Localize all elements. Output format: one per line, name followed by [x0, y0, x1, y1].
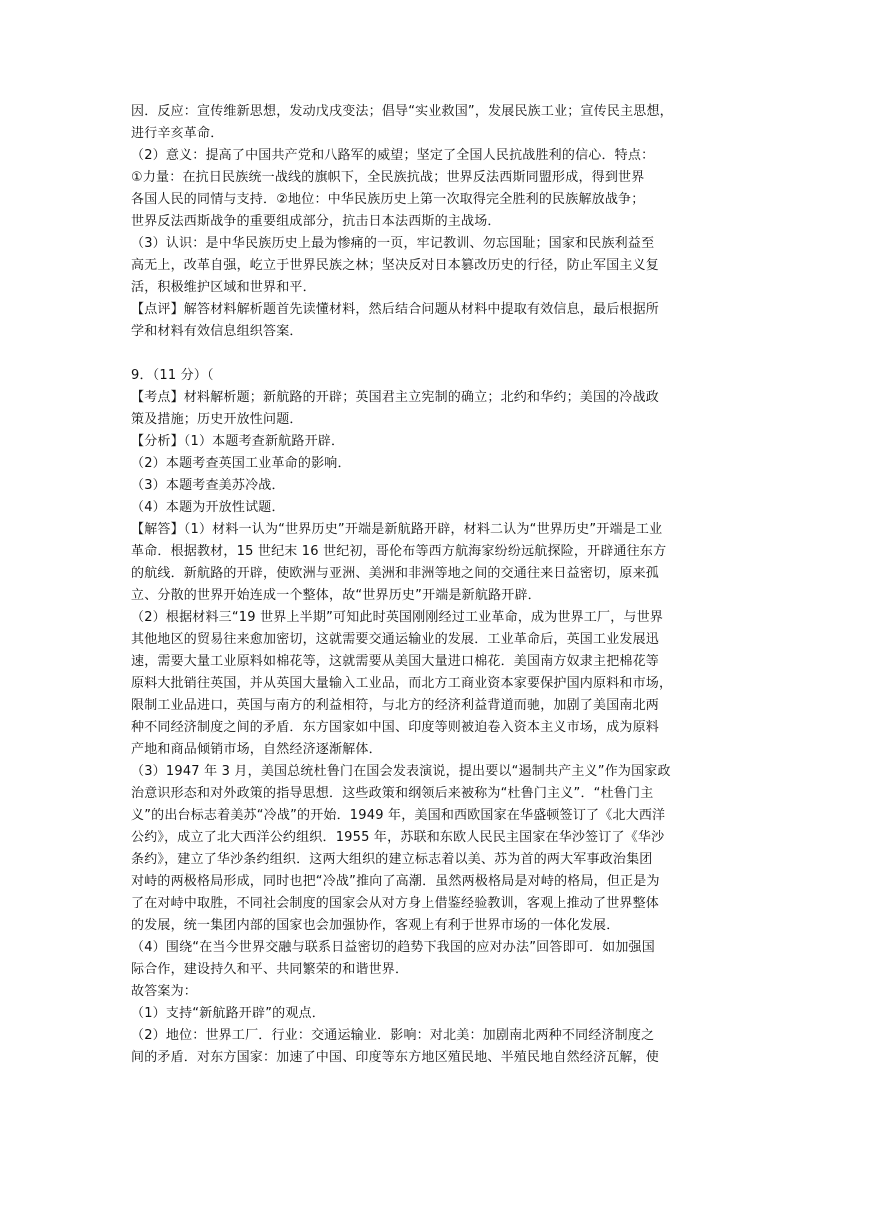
text-line: 活，积极维护区域和世界和平． — [131, 280, 316, 295]
text-line: （3）认识：是中华民族历史上最为惨痛的一页，牢记教训、勿忘国耻；国家和民族利益至 — [131, 236, 655, 251]
text-line: （4）本题为开放性试题． — [131, 500, 285, 515]
text-line: （3）本题考查美苏冷战． — [131, 478, 285, 493]
text-line: 了在对峙中取胜，不同社会制度的国家会从对方身上借鉴经验教训，客观上推动了世界整体 — [131, 896, 660, 911]
text-line: 世界反法西斯战争的重要组成部分，抗击日本法西斯的主战场． — [131, 214, 501, 229]
document-body — [131, 101, 743, 1135]
text-line: 【分析】（1）本题考查新航路开辟． — [131, 434, 345, 449]
text-line: 学和材料有效信息组织答案． — [131, 324, 303, 339]
text-line: 【考点】材料解析题；新航路的开辟；英国君主立宪制的确立；北约和华约；美国的冷战政 — [131, 390, 660, 405]
text-line: 的发展，统一集团内部的国家也会加强协作，客观上有利于世界市场的一体化发展． — [131, 918, 620, 933]
text-line: 条约》，建立了华沙条约组织．这两大组织的建立标志着以美、苏为首的两大军事政治集团 — [131, 852, 653, 867]
text-line: （3）1947 年 3 月，美国总统杜鲁门在国会发表演说，提出要以“遏制共产主义”作为国家政 — [131, 764, 671, 779]
text-line: 间的矛盾．对东方国家：加速了中国、印度等东方地区殖民地、半殖民地自然经济瓦解，使 — [131, 1050, 660, 1065]
text-line: （2）意义：提高了中国共产党和八路军的威望；坚定了全国人民抗战胜利的信心．特点： — [131, 148, 655, 163]
paragraph-gap — [131, 343, 743, 365]
text-line: 义”的出台标志着美苏“冷战”的开始．1949 年，美国和西欧国家在华盛顿签订了《北大西洋 — [131, 808, 666, 823]
text-line: 种不同经济制度之间的矛盾．东方国家如中国、印度等则被迫卷入资本主义市场，成为原料 — [131, 720, 660, 735]
text-line: （2）地位：世界工厂．行业：交通运输业．影响：对北美：加剧南北两种不同经济制度之 — [131, 1028, 655, 1043]
text-line: 原料大批销往英国，并从英国大量输入工业品，而北方工商业资本家要保护国内原料和市场， — [131, 676, 673, 691]
text-line — [131, 1069, 743, 1091]
text-line: 【点评】解答材料解析题首先读懂材料，然后结合问题从材料中提取有效信息，最后根据所 — [131, 302, 660, 317]
text-line: 限制工业品进口，英国与南方的利益相符，与北方的经济利益背道而驰，加剧了美国南北两 — [131, 698, 660, 713]
text-line: 际合作，建设持久和平、共同繁荣的和谐世界． — [131, 962, 409, 977]
text-line: 的航线．新航路的开辟，使欧洲与亚洲、美洲和非洲等地之间的交通往来日益密切，原来孤 — [131, 566, 660, 581]
answer-section-8-continued — [131, 101, 743, 343]
text-line: 进行辛亥革命． — [131, 126, 224, 141]
text-line: ①力量：在抗日民族统一战线的旗帜下，全民族抗战；世界反法西斯同盟形成，得到世界 — [131, 170, 645, 185]
text-line: 策及措施；历史开放性问题． — [131, 412, 303, 427]
text-line: 革命．根据教材，15 世纪末 16 世纪初，哥伦布等西方航海家纷纷远航探险，开辟通往东方 — [131, 544, 667, 559]
text-line: 治意识形态和对外政策的指导思想．这些政策和纲领后来被称为“杜鲁门主义”．“杜鲁门主 — [131, 786, 654, 801]
text-line: （2）本题考查英国工业革命的影响． — [131, 456, 351, 471]
text-line: （1）支持“新航路开辟”的观点． — [131, 1006, 325, 1021]
text-line: 立、分散的世界开始连成一个整体，故“世界历史”开端是新航路开辟． — [131, 588, 541, 603]
text-line: 对峙的两极格局形成，同时也把“冷战”推向了高潮．虽然两极格局是对峙的格局，但正是为 — [131, 874, 660, 889]
text-line: （2）根据材料三“19 世界上半期”可知此时英国刚刚经过工业革命，成为世界工厂，与世界 — [131, 610, 664, 625]
text-line: （4）围绕“在当今世界交融与联系日益密切的趋势下我国的应对办法”回答即可．如加强国 — [131, 940, 655, 955]
text-line: 高无上，改革自强，屹立于世界民族之林；坚决反对日本篡改历史的行径，防止军国主义复 — [131, 258, 660, 273]
text-line: 各国人民的同情与支持．②地位：中华民族历史上第一次取得完全胜利的民族解放战争； — [131, 192, 645, 207]
text-line: 因．反应：宣传维新思想，发动戊戌变法；倡导“实业救国”，发展民族工业；宣传民主思想， — [131, 104, 673, 119]
text-line: 产地和商品倾销市场，自然经济逐渐解体． — [131, 742, 382, 757]
text-line — [131, 1091, 743, 1113]
question-heading: 9．（11 分）（ — [131, 368, 214, 383]
text-line: 其他地区的贸易往来愈加密切，这就需要交通运输业的发展．工业革命后，英国工业发展迅 — [131, 632, 660, 647]
answer-section-9 — [131, 365, 743, 1135]
text-line: 公约》，成立了北大西洋公约组织．1955 年，苏联和东欧人民民主国家在华沙签订了《华沙 — [131, 830, 665, 845]
text-line: 【解答】（1）材料一认为“世界历史”开端是新航路开辟，材料二认为“世界历史”开端是工业 — [131, 522, 663, 537]
text-line: 故答案为： — [131, 984, 198, 999]
text-line — [131, 1113, 743, 1135]
text-line: 速，需要大量工业原料如棉花等，这就需要从美国大量进口棉花．美国南方奴隶主把棉花等 — [131, 654, 660, 669]
